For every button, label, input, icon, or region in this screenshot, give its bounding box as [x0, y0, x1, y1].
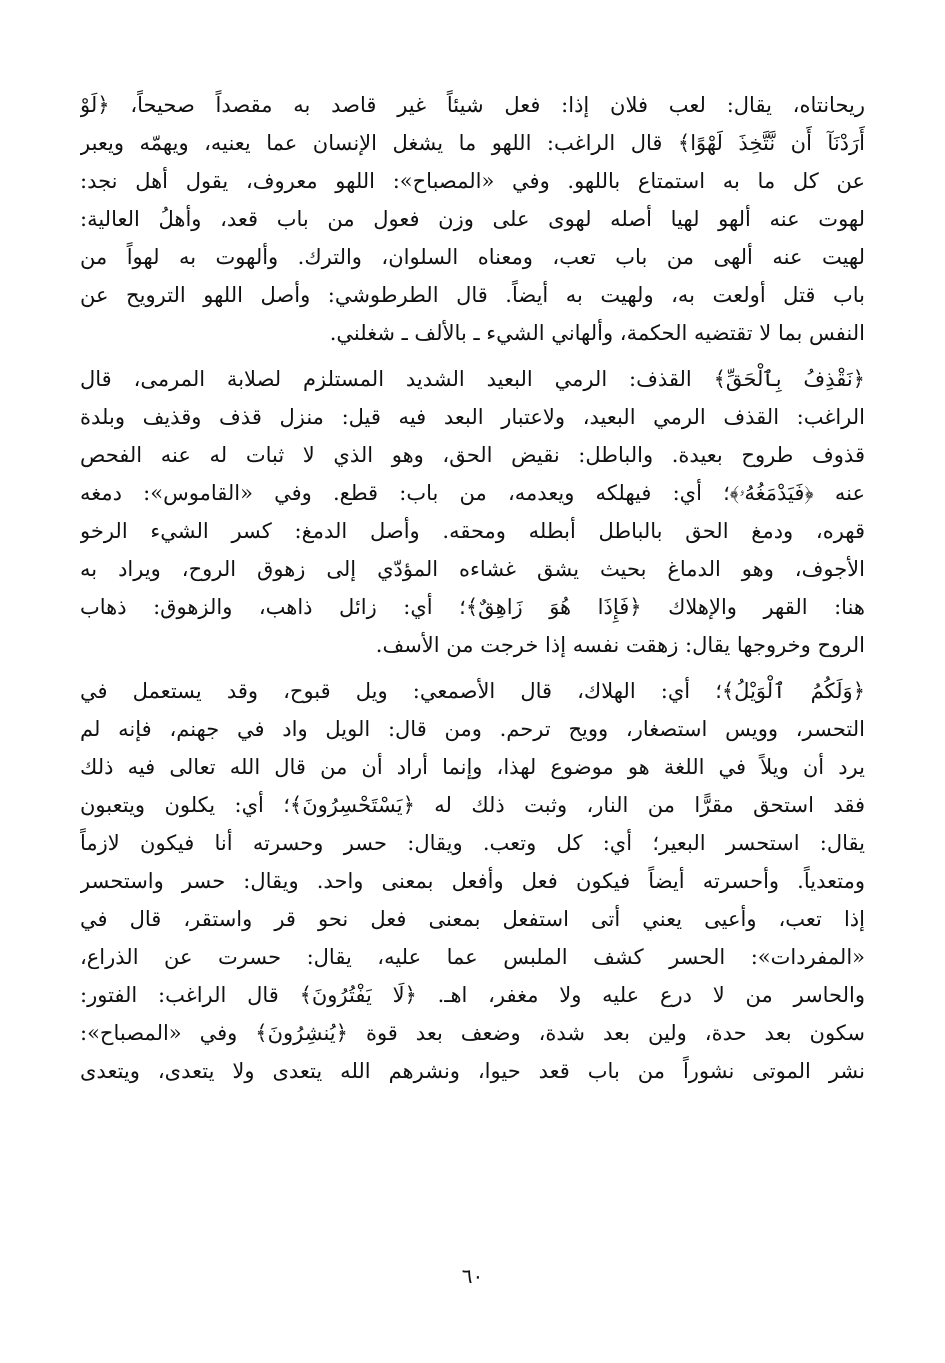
paragraph-lahw	[80, 86, 865, 352]
text-line: «المفردات»: الحسر كشف الملبس عما عليه، يقال: حسرت عن الذراع،	[80, 945, 865, 969]
text-line: النفس بما لا تقتضيه الحكمة، وألهاني الشيء ـ بالألف ـ شغلني.	[329, 321, 865, 345]
text-line: نشر الموتى نشوراً من باب قعد حيوا، ونشرهم الله يتعدى ولا يتعدى، ويتعدى	[80, 1059, 865, 1083]
text-line: ﴿نَقْذِفُ بِٱلْحَقِّ﴾ القذف: الرمي البعيد الشديد المستلزم لصلابة المرمى، قال	[80, 367, 865, 391]
text-line: والحاسر من لا درع عليه ولا مغفر، اهـ. ﴿لَا يَفْتُرُونَ﴾ قال الراغب: الفتور:	[80, 983, 865, 1007]
text-line: لهوت عنه ألهو لهيا أصله لهوى على وزن فعول من باب قعد، وأهلُ العالية:	[80, 207, 865, 231]
text-line: ﴿وَلَكُمُ ٱلْوَيْلُ﴾؛ أي: الهلاك، قال الأصمعي: ويل قبوح، وقد يستعمل في	[80, 679, 865, 703]
text-line: فقد استحق مقرًّا من النار، وثبت ذلك له ﴿يَسْتَحْسِرُونَ﴾؛ أي: يكلون ويتعبون	[80, 793, 865, 817]
text-line: الأجوف، وهو الدماغ بحيث يشق غشاءه المؤدّي إلى زهوق الروح، ويراد به	[80, 557, 865, 581]
text-line: عن كل ما به استمتاع باللهو. وفي «المصباح»: اللهو معروف، يقول أهل نجد:	[80, 169, 865, 193]
text-line: قذوف طروح بعيدة. والباطل: نقيض الحق، وهو الذي لا ثبات له عنه الفحص	[80, 443, 865, 467]
paragraph-wayl	[80, 672, 865, 1090]
paragraph-qadhf	[80, 360, 865, 664]
text-line: هنا: القهر والإهلاك ﴿فَإِذَا هُوَ زَاهِقٌ﴾؛ أي: زائل ذاهب، والزهوق: ذهاب	[80, 595, 865, 619]
page-number: ٦٠	[461, 1264, 484, 1288]
text-line: يرد أن ويلاً في اللغة هو موضوع لهذا، وإنما أراد أن من قال الله تعالى فيه ذلك	[80, 755, 865, 779]
text-line: التحسر، وويس استصغار، وويح ترحم. ومن قال: الويل واد في جهنم، فإنه لم	[80, 717, 865, 741]
text-line: الراغب: القذف الرمي البعيد، ولاعتبار البعد فيه قيل: منزل قذف وقذيف وبلدة	[80, 405, 865, 429]
text-line: سكون بعد حدة، ولين بعد شدة، وضعف بعد قوة ﴿يُنشِرُونَ﴾ وفي «المصباح»:	[80, 1021, 865, 1045]
text-line: عنه ﴿فَيَدْمَغُهُۥ﴾؛ أي: فيهلكه ويعدمه، من باب: قطع. وفي «القاموس»: دمغه	[80, 481, 865, 505]
text-line: باب قتل أولعت به، ولهيت به أيضاً. قال الطرطوشي: وأصل اللهو الترويح عن	[80, 283, 865, 307]
text-line: أَرَدْنَآ أَن نَّتَّخِذَ لَهْوًا﴾ قال الراغب: اللهو ما يشغل الإنسان عما يعنيه، ويهمّه ويعبر	[80, 131, 865, 155]
text-line: ريحانتاه، يقال: لعب فلان إذا: فعل شيئاً غير قاصد به مقصداً صحيحاً، ﴿لَوْ	[80, 93, 865, 117]
text-line: لهيت عنه ألهى من باب تعب، ومعناه السلوان، والترك. وألهوت به لهواً من	[80, 245, 865, 269]
page-body	[80, 86, 865, 1090]
text-line: ومتعدياً. وأحسرته أيضاً فيكون فعل وأفعل بمعنى واحد. ويقال: حسر واستحسر	[80, 869, 865, 893]
text-line: يقال: استحسر البعير؛ أي: كل وتعب. ويقال: حسر وحسرته أنا فيكون لازماً	[80, 831, 865, 855]
text-line: قهره، ودمغ الحق بالباطل أبطله ومحقه. وأصل الدمغ: كسر الشيء الرخو	[80, 519, 865, 543]
text-line: إذا تعب، وأعيى يعني أتى استفعل بمعنى فعل نحو قر واستقر، قال في	[80, 907, 865, 931]
text-line: الروح وخروجها يقال: زهقت نفسه إذا خرجت من الأسف.	[375, 633, 865, 657]
